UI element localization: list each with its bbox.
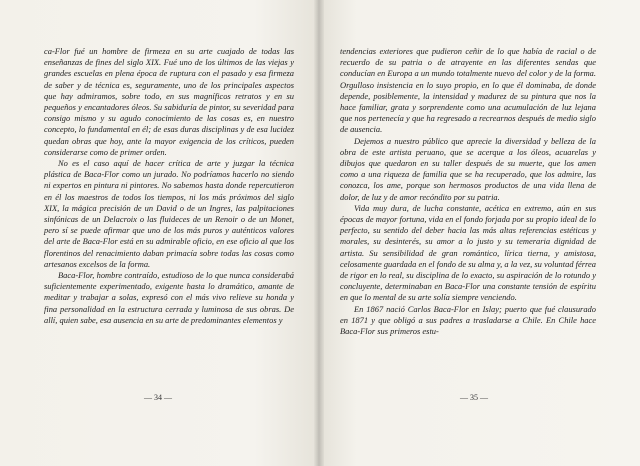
paragraph: En 1867 nació Carlos Baca-Flor en Islay; puerto que fué clausurado en 1871 y que obligó a sus padres a trasladarse a Chile. En Chile hace Baca-Flor sus primeros estu- [340,303,596,337]
left-page-body [44,46,294,326]
paragraph: Dejemos a nuestro público que aprecie la diversidad y belleza de la obra de este artista peruano, que se acerque a los óleos, acuarelas y dibujos que quedaron en su taller después de su muerte, que los amen como a una riqueza de familia que se ha recuperado, que los admire, las conozca, los ame, porque son hermosos productos de una vida llena de dolor, de luz y de amor recóndito por su patria. [340,135,596,202]
right-page-body [340,46,596,337]
book-gutter [314,0,324,466]
paragraph: ca-Flor fué un hombre de firmeza en su arte cuajado de todas las enseñanzas de fines del siglo XIX. Fué uno de los últimos de las viejas y grandes escuelas en plena época de ruptura con el pasado y esa firmeza de saber y de técnica es, seguramente, uno de los principales aspectos que hay admiramos, sobre todo, en sus magníficos retratos y en su pequeños y encantadores óleos. Su sabiduría de pintor, su severidad para consigo mismo y su agudo conocimiento de las cosas es, en nuestro concepto, lo fundamental en él; de esas duras disciplinas y de esa lucidez quedan obras que hoy, ante la mayor exigencia de los críticos, pueden considerarse como de primer orden. [44,46,294,157]
paragraph: Baca-Flor, hombre contraído, estudioso de lo que nunca considerabá suficientemente experimentado, exigente hasta lo dramático, amante de meditar y trabajar a solas, expresó con el más vivo relieve su honda y fina personalidad en la estructura cerrada y luminosa de sus obras. De allí, quien sabe, esa ausencia en su arte de predominantes elementos y [44,270,294,325]
page-number: — 34 — [144,393,172,402]
left-page [0,0,318,466]
paragraph: Vida muy dura, de lucha constante, acética en extremo, aún en sus épocas de mayor fortuna, vida en el fondo forjada por su propio ideal de lo perfecto, su sentido del deber hacia las más altas referencias estéticas y morales, su desinterés, su amor a lo justo y su temeraria dignidad de artista. Su sensibilidad de gran romántico, lírica tierna, y amistosa, celosamente guardada en el fondo de su alma y, a la vez, su voluntad férrea de rigor en lo real, su disciplina de lo exacto, su aspiración de lo rotundo y concluyente, determinaban en Baca-Flor una constante tensión de espíritu en que lo mental de su arte solía siempre venciendo. [340,202,596,303]
paragraph: tendencias exteriores que pudieron ceñir de lo que había de racial o de recuerdo de su patria o de atrayente en las diferentes sendas que conducían en Europa a un mundo totalmente nuevo del color y de la forma. Orgulloso insistencia en lo suyo propio, en lo que él dominaba, de donde depende, posiblemente, la intensidad y madurez de su pintura que nos la hace familiar, grata y sorprendente como una acumulación de luz lejana que nos pertenecía y que ha regresado a recrearnos después de medio siglo de ausencia. [340,46,596,135]
paragraph: No es el caso aquí de hacer crítica de arte y juzgar la técnica plástica de Baca-Flor como un jurado. No podríamos hacerlo no siendo ni expertos en pintura ni pintores. No sabemos hasta donde repercutieron en él los maestros de todos los tiempos, ni los más próximos del siglo XIX, la mágica precisión de un David o de un Ingres, las palpitaciones sinfónicas de un Delacroix o las fluideces de un Renoir o de un Monet, pero sí se puede afirmar que uno de los más puros y auténticos valores del arte de Baca-Flor está en su admirable oficio, en ese oficio al que los florentinos del renacimiento daban primacía sobre todas las cosas como artesanos excelsos de la forma. [44,158,294,269]
page-number: — 35 — [460,393,488,402]
right-page [318,0,640,466]
